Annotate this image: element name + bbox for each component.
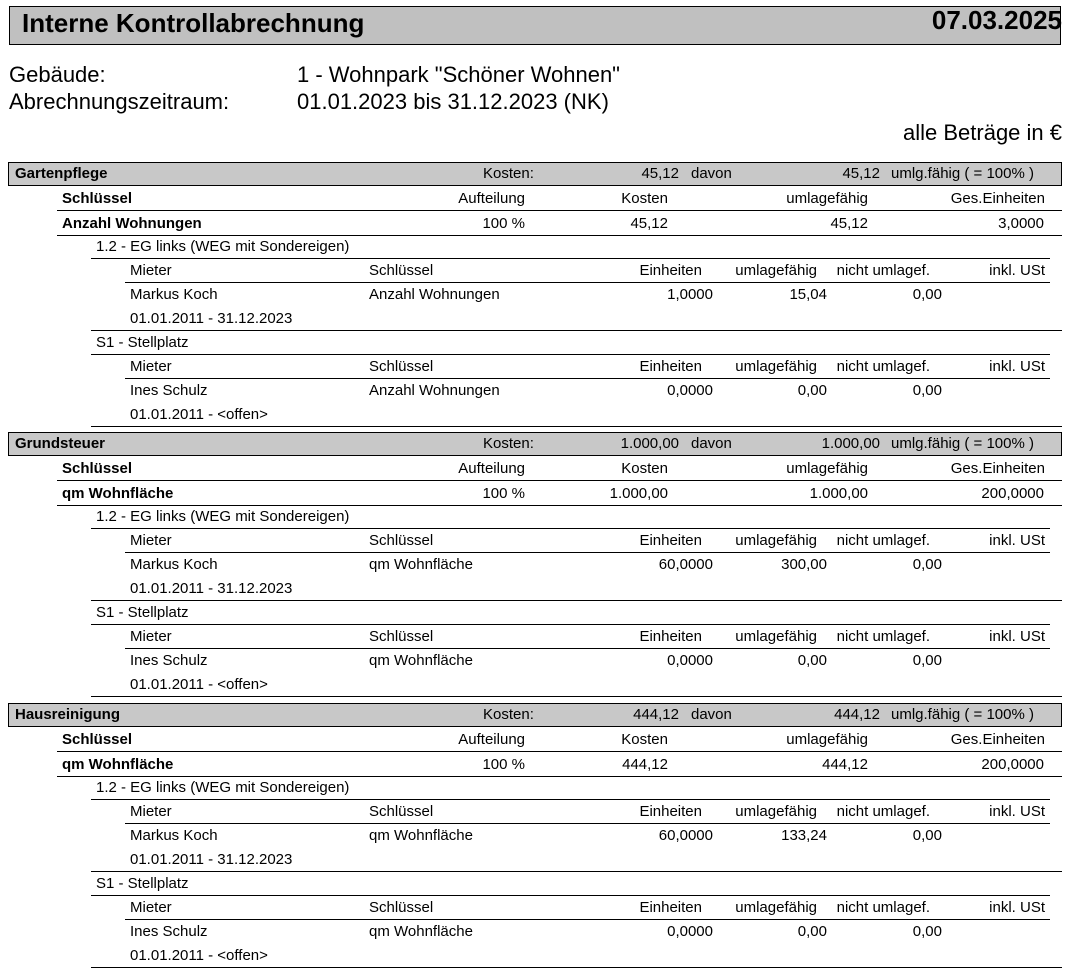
section-name: Grundsteuer xyxy=(15,435,106,452)
tenant-header-umlagefaehig: umlagefähig xyxy=(735,262,817,279)
tenant-nicht-umlagef: 0,00 xyxy=(912,827,942,844)
umlg-label: umlg.fähig ( = 100% ) xyxy=(891,435,1034,452)
tenant-nicht-umlagef: 0,00 xyxy=(912,556,942,573)
divider xyxy=(125,648,1050,649)
key-header-schluessel: Schlüssel xyxy=(62,731,133,748)
section-kosten: 444,12 xyxy=(633,706,679,723)
tenant-einheiten: 60,0000 xyxy=(658,556,713,573)
divider xyxy=(91,600,1062,601)
tenant-header-umlagefaehig: umlagefähig xyxy=(735,899,817,916)
divider xyxy=(91,967,1062,968)
tenant-header-inkl-ust: inkl. USt xyxy=(989,532,1045,549)
unit-name: 1.2 - EG links (WEG mit Sondereigen) xyxy=(96,779,350,796)
key-header-kosten: Kosten xyxy=(621,731,668,748)
divider xyxy=(91,258,1050,259)
tenant-name: Markus Koch xyxy=(130,286,218,303)
key-header-einheiten: Ges.Einheiten xyxy=(950,731,1045,748)
key-aufteilung: 100 % xyxy=(482,756,525,773)
report-date: 07.03.2025 xyxy=(931,5,1062,35)
tenant-header-inkl-ust: inkl. USt xyxy=(989,899,1045,916)
tenant-header-umlagefaehig: umlagefähig xyxy=(735,628,817,645)
tenant-header-einheiten: Einheiten xyxy=(639,899,702,916)
tenant-period: 01.01.2011 - <offen> xyxy=(130,676,268,693)
divider xyxy=(125,282,1050,283)
tenant-header-schluessel: Schlüssel xyxy=(369,358,434,375)
tenant-umlagefaehig: 15,04 xyxy=(789,286,827,303)
tenant-header-inkl-ust: inkl. USt xyxy=(989,628,1045,645)
tenant-einheiten: 0,0000 xyxy=(667,652,713,669)
tenant-header-schluessel: Schlüssel xyxy=(369,532,434,549)
key-header-einheiten: Ges.Einheiten xyxy=(950,460,1045,477)
key-umlagefaehig: 1.000,00 xyxy=(809,485,868,502)
section-kosten: 1.000,00 xyxy=(620,435,679,452)
divider xyxy=(57,776,1062,777)
key-header-schluessel: Schlüssel xyxy=(62,460,133,477)
key-einheiten: 3,0000 xyxy=(998,215,1044,232)
tenant-header-einheiten: Einheiten xyxy=(639,262,702,279)
key-header-aufteilung: Aufteilung xyxy=(458,460,525,477)
tenant-key: qm Wohnfläche xyxy=(369,827,473,844)
key-kosten: 45,12 xyxy=(630,215,668,232)
section-davon: 444,12 xyxy=(834,706,880,723)
key-name: qm Wohnfläche xyxy=(62,756,174,773)
key-einheiten: 200,0000 xyxy=(981,756,1044,773)
tenant-name: Markus Koch xyxy=(130,556,218,573)
key-header-umlagefaehig: umlagefähig xyxy=(786,190,868,207)
tenant-nicht-umlagef: 0,00 xyxy=(912,652,942,669)
tenant-nicht-umlagef: 0,00 xyxy=(912,382,942,399)
key-header-schluessel: Schlüssel xyxy=(62,190,133,207)
tenant-period: 01.01.2011 - 31.12.2023 xyxy=(130,851,293,868)
key-header-aufteilung: Aufteilung xyxy=(458,190,525,207)
section-davon: 45,12 xyxy=(842,165,880,182)
tenant-header-mieter: Mieter xyxy=(130,358,172,375)
tenant-name: Ines Schulz xyxy=(130,923,208,940)
tenant-umlagefaehig: 300,00 xyxy=(781,556,827,573)
tenant-header-mieter: Mieter xyxy=(130,628,172,645)
building-value: 1 - Wohnpark "Schöner Wohnen" xyxy=(297,62,620,87)
tenant-header-nicht-umlagef: nicht umlagef. xyxy=(836,803,930,820)
tenant-key: qm Wohnfläche xyxy=(369,923,473,940)
key-header-umlagefaehig: umlagefähig xyxy=(786,731,868,748)
divider xyxy=(57,751,1062,752)
key-header-einheiten: Ges.Einheiten xyxy=(950,190,1045,207)
key-name: Anzahl Wohnungen xyxy=(62,215,202,232)
section-davon: 1.000,00 xyxy=(821,435,880,452)
divider xyxy=(91,426,1062,427)
davon-label: davon xyxy=(691,435,732,452)
tenant-header-nicht-umlagef: nicht umlagef. xyxy=(836,532,930,549)
section-name: Gartenpflege xyxy=(15,165,108,182)
unit-name: S1 - Stellplatz xyxy=(96,604,189,621)
tenant-name: Ines Schulz xyxy=(130,382,208,399)
tenant-header-nicht-umlagef: nicht umlagef. xyxy=(836,628,930,645)
tenant-umlagefaehig: 0,00 xyxy=(797,652,827,669)
tenant-name: Ines Schulz xyxy=(130,652,208,669)
key-aufteilung: 100 % xyxy=(482,215,525,232)
section-name: Hausreinigung xyxy=(15,706,121,723)
tenant-key: qm Wohnfläche xyxy=(369,652,473,669)
tenant-header-inkl-ust: inkl. USt xyxy=(989,358,1045,375)
divider xyxy=(125,919,1050,920)
tenant-einheiten: 0,0000 xyxy=(667,923,713,940)
key-aufteilung: 100 % xyxy=(482,485,525,502)
divider xyxy=(91,528,1050,529)
divider xyxy=(91,330,1062,331)
building-label: Gebäude: xyxy=(9,62,106,87)
tenant-header-umlagefaehig: umlagefähig xyxy=(735,358,817,375)
divider xyxy=(91,696,1062,697)
davon-label: davon xyxy=(691,165,732,182)
umlg-label: umlg.fähig ( = 100% ) xyxy=(891,165,1034,182)
tenant-header-inkl-ust: inkl. USt xyxy=(989,803,1045,820)
amounts-note: alle Beträge in € xyxy=(903,120,1062,145)
divider xyxy=(57,480,1062,481)
tenant-header-einheiten: Einheiten xyxy=(639,358,702,375)
tenant-einheiten: 1,0000 xyxy=(667,286,713,303)
divider xyxy=(57,210,1062,211)
tenant-header-nicht-umlagef: nicht umlagef. xyxy=(836,262,930,279)
tenant-umlagefaehig: 133,24 xyxy=(781,827,827,844)
period-label: Abrechnungszeitraum: xyxy=(9,89,230,114)
divider xyxy=(91,354,1050,355)
period-value: 01.01.2023 bis 31.12.2023 (NK) xyxy=(297,89,609,114)
tenant-header-schluessel: Schlüssel xyxy=(369,262,434,279)
section-kosten: 45,12 xyxy=(641,165,679,182)
tenant-header-einheiten: Einheiten xyxy=(639,532,702,549)
tenant-header-mieter: Mieter xyxy=(130,262,172,279)
tenant-header-schluessel: Schlüssel xyxy=(369,628,434,645)
key-einheiten: 200,0000 xyxy=(981,485,1044,502)
divider xyxy=(91,799,1050,800)
tenant-key: Anzahl Wohnungen xyxy=(369,286,500,303)
kosten-label: Kosten: xyxy=(483,435,534,452)
tenant-period: 01.01.2011 - <offen> xyxy=(130,947,268,964)
tenant-einheiten: 60,0000 xyxy=(658,827,713,844)
tenant-header-inkl-ust: inkl. USt xyxy=(989,262,1045,279)
tenant-header-einheiten: Einheiten xyxy=(639,803,702,820)
divider xyxy=(91,871,1062,872)
tenant-header-einheiten: Einheiten xyxy=(639,628,702,645)
key-kosten: 1.000,00 xyxy=(609,485,668,502)
divider xyxy=(57,235,1062,236)
tenant-period: 01.01.2011 - <offen> xyxy=(130,406,268,423)
tenant-nicht-umlagef: 0,00 xyxy=(912,923,942,940)
unit-name: S1 - Stellplatz xyxy=(96,334,189,351)
tenant-umlagefaehig: 0,00 xyxy=(797,382,827,399)
davon-label: davon xyxy=(691,706,732,723)
tenant-umlagefaehig: 0,00 xyxy=(797,923,827,940)
divider xyxy=(125,823,1050,824)
key-kosten: 444,12 xyxy=(622,756,668,773)
tenant-header-schluessel: Schlüssel xyxy=(369,899,434,916)
key-header-kosten: Kosten xyxy=(621,460,668,477)
tenant-header-schluessel: Schlüssel xyxy=(369,803,434,820)
page-title: Interne Kontrollabrechnung xyxy=(22,8,365,38)
key-header-kosten: Kosten xyxy=(621,190,668,207)
unit-name: S1 - Stellplatz xyxy=(96,875,189,892)
tenant-header-nicht-umlagef: nicht umlagef. xyxy=(836,899,930,916)
unit-name: 1.2 - EG links (WEG mit Sondereigen) xyxy=(96,508,350,525)
tenant-header-nicht-umlagef: nicht umlagef. xyxy=(836,358,930,375)
tenant-period: 01.01.2011 - 31.12.2023 xyxy=(130,310,293,327)
key-name: qm Wohnfläche xyxy=(62,485,174,502)
key-header-aufteilung: Aufteilung xyxy=(458,731,525,748)
tenant-header-mieter: Mieter xyxy=(130,899,172,916)
key-umlagefaehig: 45,12 xyxy=(830,215,868,232)
tenant-header-mieter: Mieter xyxy=(130,803,172,820)
divider xyxy=(125,378,1050,379)
tenant-einheiten: 0,0000 xyxy=(667,382,713,399)
tenant-key: qm Wohnfläche xyxy=(369,556,473,573)
kosten-label: Kosten: xyxy=(483,165,534,182)
tenant-name: Markus Koch xyxy=(130,827,218,844)
tenant-key: Anzahl Wohnungen xyxy=(369,382,500,399)
kosten-label: Kosten: xyxy=(483,706,534,723)
key-umlagefaehig: 444,12 xyxy=(822,756,868,773)
divider xyxy=(125,552,1050,553)
tenant-period: 01.01.2011 - 31.12.2023 xyxy=(130,580,293,597)
tenant-header-umlagefaehig: umlagefähig xyxy=(735,532,817,549)
divider xyxy=(91,624,1050,625)
unit-name: 1.2 - EG links (WEG mit Sondereigen) xyxy=(96,238,350,255)
tenant-header-umlagefaehig: umlagefähig xyxy=(735,803,817,820)
umlg-label: umlg.fähig ( = 100% ) xyxy=(891,706,1034,723)
divider xyxy=(91,895,1050,896)
divider xyxy=(57,505,1062,506)
tenant-header-mieter: Mieter xyxy=(130,532,172,549)
key-header-umlagefaehig: umlagefähig xyxy=(786,460,868,477)
tenant-nicht-umlagef: 0,00 xyxy=(912,286,942,303)
